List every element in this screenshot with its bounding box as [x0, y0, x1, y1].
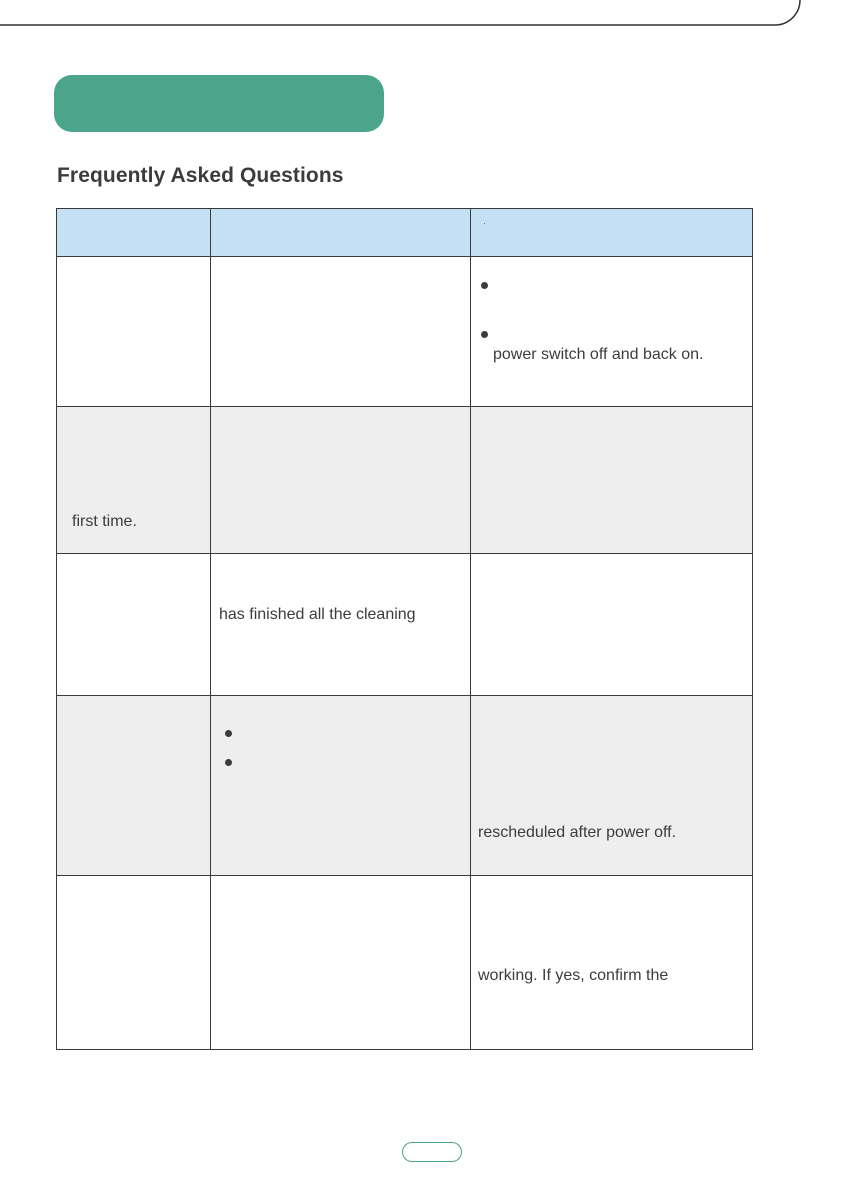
solution-text: rescheduled after power off. — [478, 824, 677, 841]
problem-cell — [57, 407, 211, 554]
solution-cell — [471, 696, 753, 876]
header-cell-problem — [57, 209, 211, 257]
solution-text: power switch off and back on. — [493, 346, 704, 363]
cause-cell — [211, 257, 471, 407]
solution-cell — [471, 407, 753, 554]
table-header-row — [57, 209, 753, 257]
table-row — [57, 407, 753, 554]
page-number-badge — [402, 1142, 462, 1162]
cause-text: has finished all the cleaning — [219, 606, 416, 623]
bullet-icon — [481, 282, 488, 289]
problem-cell — [57, 696, 211, 876]
page-title: Frequently Asked Questions — [57, 164, 344, 187]
problem-text: first time. — [72, 513, 137, 530]
problem-cell — [57, 554, 211, 696]
table-row — [57, 257, 753, 407]
table-row — [57, 876, 753, 1050]
section-header-banner — [54, 75, 384, 132]
table-row — [57, 696, 753, 876]
bullet-icon — [481, 331, 488, 338]
problem-cell — [57, 257, 211, 407]
solution-cell — [471, 554, 753, 696]
cause-cell — [211, 407, 471, 554]
header-mark — [484, 223, 485, 224]
cause-cell — [211, 554, 471, 696]
solution-text: working. If yes, confirm the — [478, 967, 669, 984]
solution-cell — [471, 876, 753, 1050]
table-row — [57, 554, 753, 696]
faq-table — [56, 208, 753, 1050]
solution-cell — [471, 257, 753, 407]
bullet-icon — [225, 730, 232, 737]
bullet-icon — [225, 759, 232, 766]
page-corner-arc — [0, 0, 843, 60]
header-cell-solution — [471, 209, 753, 257]
header-cell-cause — [211, 209, 471, 257]
problem-cell — [57, 876, 211, 1050]
cause-cell — [211, 876, 471, 1050]
cause-cell — [211, 696, 471, 876]
